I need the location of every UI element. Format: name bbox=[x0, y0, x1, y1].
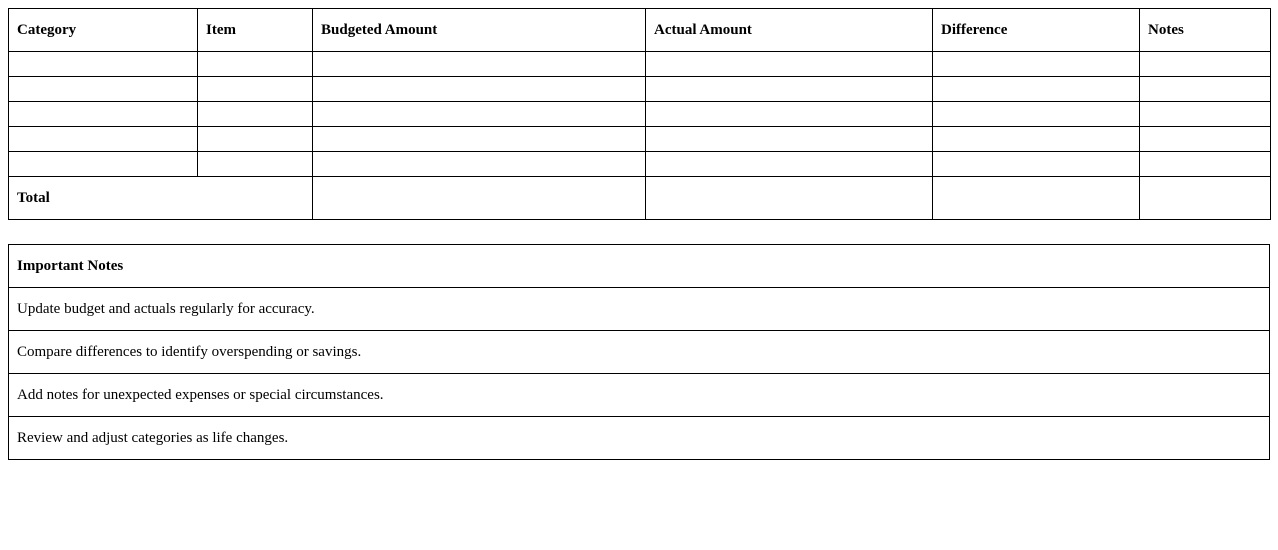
notes-header-row bbox=[9, 245, 1270, 288]
note-text: Compare differences to identify overspending or savings. bbox=[9, 331, 1270, 374]
cell-actual-amount[interactable] bbox=[646, 77, 933, 102]
cell-item[interactable] bbox=[198, 152, 313, 177]
cell-category[interactable] bbox=[9, 102, 198, 127]
table-row bbox=[9, 152, 1271, 177]
cell-item[interactable] bbox=[198, 77, 313, 102]
header-category: Category bbox=[9, 9, 198, 52]
cell-category[interactable] bbox=[9, 152, 198, 177]
header-item: Item bbox=[198, 9, 313, 52]
total-label: Total bbox=[9, 177, 313, 220]
cell-difference[interactable] bbox=[933, 102, 1140, 127]
header-notes: Notes bbox=[1140, 9, 1271, 52]
cell-notes[interactable] bbox=[1140, 102, 1271, 127]
cell-actual-amount[interactable] bbox=[646, 127, 933, 152]
cell-actual-amount[interactable] bbox=[646, 152, 933, 177]
cell-budgeted-amount[interactable] bbox=[313, 152, 646, 177]
list-item bbox=[9, 417, 1270, 460]
table-row bbox=[9, 77, 1271, 102]
notes-title: Important Notes bbox=[9, 245, 1270, 288]
table-header-row bbox=[9, 9, 1271, 52]
cell-budgeted-amount[interactable] bbox=[313, 52, 646, 77]
note-text: Review and adjust categories as life changes. bbox=[9, 417, 1270, 460]
total-row bbox=[9, 177, 1271, 220]
total-actual-amount[interactable] bbox=[646, 177, 933, 220]
note-text: Update budget and actuals regularly for accuracy. bbox=[9, 288, 1270, 331]
table-row bbox=[9, 102, 1271, 127]
total-budgeted-amount[interactable] bbox=[313, 177, 646, 220]
list-item bbox=[9, 288, 1270, 331]
cell-budgeted-amount[interactable] bbox=[313, 127, 646, 152]
cell-notes[interactable] bbox=[1140, 52, 1271, 77]
note-text: Add notes for unexpected expenses or special circumstances. bbox=[9, 374, 1270, 417]
cell-difference[interactable] bbox=[933, 127, 1140, 152]
cell-notes[interactable] bbox=[1140, 77, 1271, 102]
cell-budgeted-amount[interactable] bbox=[313, 102, 646, 127]
list-item bbox=[9, 331, 1270, 374]
cell-budgeted-amount[interactable] bbox=[313, 77, 646, 102]
cell-difference[interactable] bbox=[933, 152, 1140, 177]
cell-category[interactable] bbox=[9, 127, 198, 152]
budget-table bbox=[8, 8, 1271, 220]
cell-difference[interactable] bbox=[933, 77, 1140, 102]
total-notes[interactable] bbox=[1140, 177, 1271, 220]
cell-item[interactable] bbox=[198, 52, 313, 77]
cell-difference[interactable] bbox=[933, 52, 1140, 77]
cell-notes[interactable] bbox=[1140, 152, 1271, 177]
table-row bbox=[9, 127, 1271, 152]
list-item bbox=[9, 374, 1270, 417]
cell-notes[interactable] bbox=[1140, 127, 1271, 152]
cell-category[interactable] bbox=[9, 77, 198, 102]
header-budgeted-amount: Budgeted Amount bbox=[313, 9, 646, 52]
cell-actual-amount[interactable] bbox=[646, 52, 933, 77]
cell-category[interactable] bbox=[9, 52, 198, 77]
important-notes-table bbox=[8, 244, 1270, 460]
cell-item[interactable] bbox=[198, 127, 313, 152]
header-difference: Difference bbox=[933, 9, 1140, 52]
header-actual-amount: Actual Amount bbox=[646, 9, 933, 52]
cell-actual-amount[interactable] bbox=[646, 102, 933, 127]
total-difference[interactable] bbox=[933, 177, 1140, 220]
table-row bbox=[9, 52, 1271, 77]
cell-item[interactable] bbox=[198, 102, 313, 127]
